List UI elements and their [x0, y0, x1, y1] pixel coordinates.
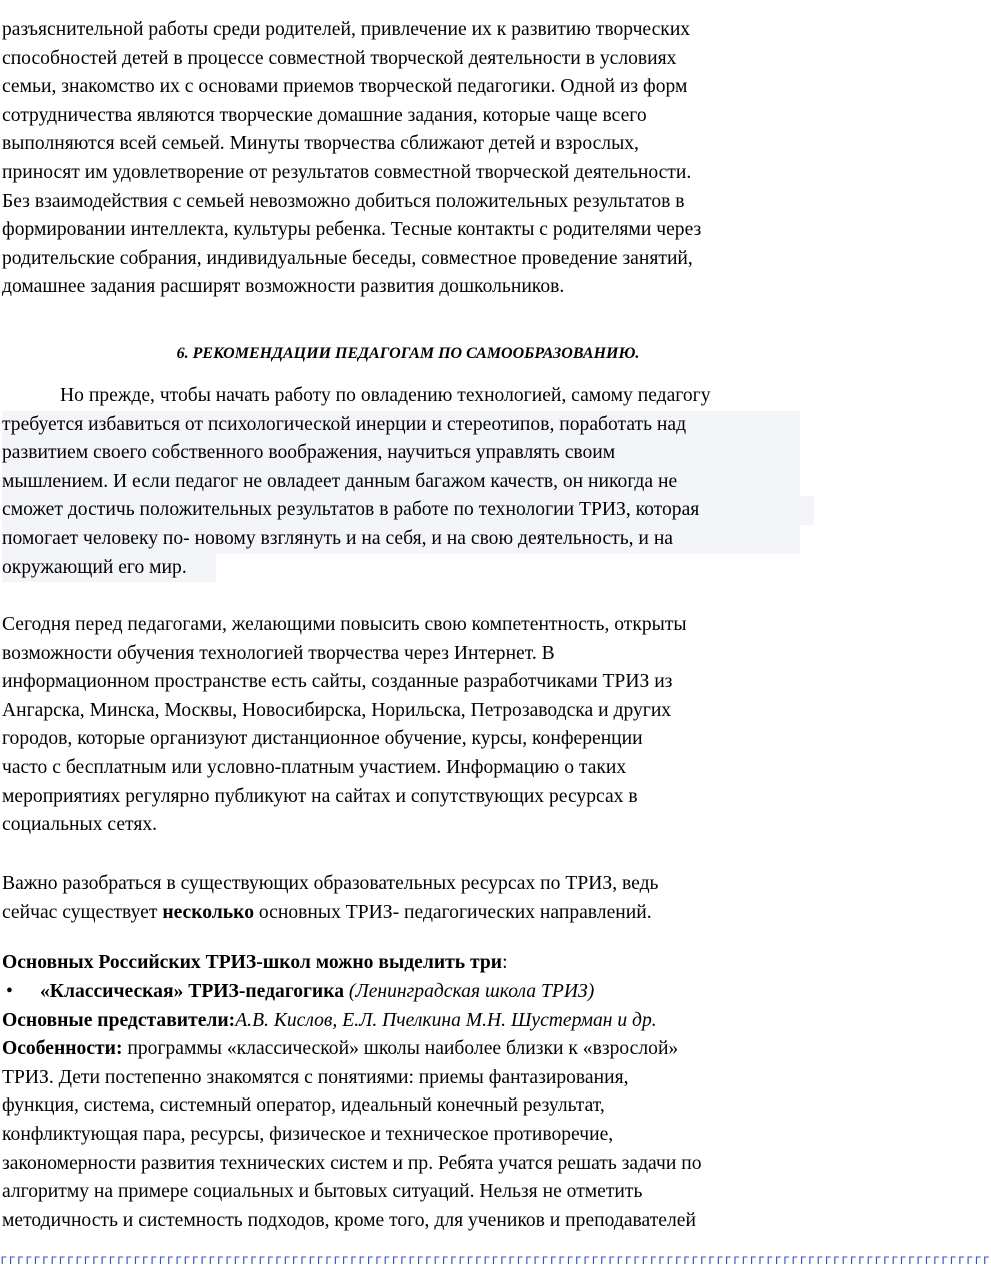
- school-classic-block: [2, 978, 702, 1235]
- text-segment: основных ТРИЗ- педагогических направлений.: [254, 901, 652, 923]
- paragraph-recommendations: [2, 382, 814, 582]
- emphasis-text: несколько: [162, 901, 254, 923]
- paragraph-family-work: [2, 16, 701, 302]
- text-line: ТРИЗ. Дети постепенно знакомятся с понятиями: приемы фантазирования,: [2, 1066, 629, 1088]
- representatives-value: А.В. Кислов, Е.Л. Пчелкина М.Н. Шустерман и др.: [235, 1009, 657, 1031]
- list-item: [2, 978, 702, 1007]
- text-line: информационном пространстве есть сайты, созданные разработчиками ТРИЗ из: [2, 671, 673, 693]
- text-line: [2, 1035, 702, 1064]
- text-line: Важно разобраться в существующих образовательных ресурсах по ТРИЗ, ведь: [2, 873, 659, 894]
- text-line: сможет достичь положительных результатов в работе по технологии ТРИЗ, которая: [2, 496, 814, 525]
- footer-border-pattern: ггггггггггггггггггггггггггггггггггггггггггггггггггггггггггггггггггггггггггггггггггггггггггггггггггггггггггггггггггггггг: [0, 1253, 991, 1268]
- text-line: окружающий его мир.: [2, 554, 216, 583]
- text-line: алгоритму на примере социальных и бытовых ситуаций. Нельзя не отметить: [2, 1181, 643, 1203]
- text-line: домашнее задания расширят возможности развития дошкольников.: [2, 276, 565, 298]
- text-line: способностей детей в процессе совместной творческой деятельности в условиях: [2, 47, 677, 69]
- text-line: развитием своего собственного воображения, научиться управлять своим: [2, 439, 800, 468]
- bullet-icon: •: [6, 981, 13, 1002]
- text-line-content: Но прежде, чтобы начать работу по овладению технологией, самому педагогу: [60, 385, 711, 406]
- text-line: [2, 1007, 702, 1036]
- text-line: [2, 382, 814, 411]
- text-line: возможности обучения технологией творчества через Интернет. В: [2, 642, 555, 664]
- text-line: приносят им удовлетворение от результатов совместной творческой деятельности.: [2, 161, 692, 183]
- text-line: функция, система, системный оператор, идеальный конечный результат,: [2, 1095, 605, 1117]
- text-line: мышлением. И если педагог не овладеет данным багажом качеств, он никогда не: [2, 468, 800, 497]
- text-line: Сегодня перед педагогами, желающими повысить свою компетентность, открыты: [2, 614, 687, 635]
- paragraph-internet-learning: [2, 611, 687, 840]
- text-line: социальных сетях.: [2, 814, 158, 836]
- text-line: городов, которые организуют дистанционное обучение, курсы, конференции: [2, 728, 643, 750]
- text-segment: сейчас существует: [2, 901, 163, 923]
- schools-heading-colon: :: [502, 952, 508, 973]
- text-line: Ангарска, Минска, Москвы, Новосибирска, Норильска, Петрозаводска и других: [2, 699, 672, 721]
- text-line: сотрудничества являются творческие домашние задания, которые чаще всего: [2, 104, 647, 126]
- text-line: родительские собрания, индивидуальные беседы, совместное проведение занятий,: [2, 247, 693, 269]
- schools-heading: [2, 949, 508, 978]
- features-text: программы «классической» школы наиболее близки к «взрослой»: [122, 1038, 679, 1060]
- features-label: Особенности:: [2, 1038, 123, 1060]
- text-line: требуется избавиться от психологической инерции и стереотипов, поработать над: [2, 411, 800, 440]
- text-line: выполняются всей семьей. Минуты творчества сближают детей и взрослых,: [2, 133, 639, 155]
- text-line: помогает человеку по- новому взглянуть и на себя, и на свою деятельность, и на: [2, 525, 800, 554]
- text-line: часто с бесплатным или условно-платным участием. Информацию о таких: [2, 756, 627, 778]
- school-subtitle: (Ленинградская школа ТРИЗ): [348, 981, 595, 1002]
- school-title: «Классическая» ТРИЗ-педагогика: [40, 981, 345, 1002]
- text-line: [2, 949, 508, 978]
- text-line: формировании интеллекта, культуры ребенка. Тесные контакты с родителями через: [2, 219, 702, 241]
- text-line: разъяснительной работы среди родителей, привлечение их к развитию творческих: [2, 19, 691, 40]
- section-heading: 6. РЕКОМЕНДАЦИИ ПЕДАГОГАМ ПО САМООБРАЗОВАНИЮ.: [176, 345, 640, 362]
- text-line: Без взаимодействия с семьей невозможно добиться положительных результатов в: [2, 190, 685, 212]
- schools-heading-text: Основных Российских ТРИЗ-школ можно выделить три: [2, 952, 503, 973]
- paragraph-triz-directions: [2, 870, 658, 927]
- text-line: [2, 899, 658, 928]
- text-line: конфликтующая пара, ресурсы, физическое и техническое противоречие,: [2, 1123, 614, 1145]
- text-line: закономерности развития технических систем и пр. Ребята учатся решать задачи по: [2, 1152, 702, 1174]
- representatives-label: Основные представители:: [2, 1009, 236, 1031]
- text-line: мероприятиях регулярно публикуют на сайтах и сопутствующих ресурсах в: [2, 785, 638, 807]
- text-line: методичность и системность подходов, кроме того, для учеников и преподавателей: [2, 1209, 696, 1231]
- text-line: семьи, знакомство их с основами приемов творческой педагогики. Одной из форм: [2, 76, 688, 98]
